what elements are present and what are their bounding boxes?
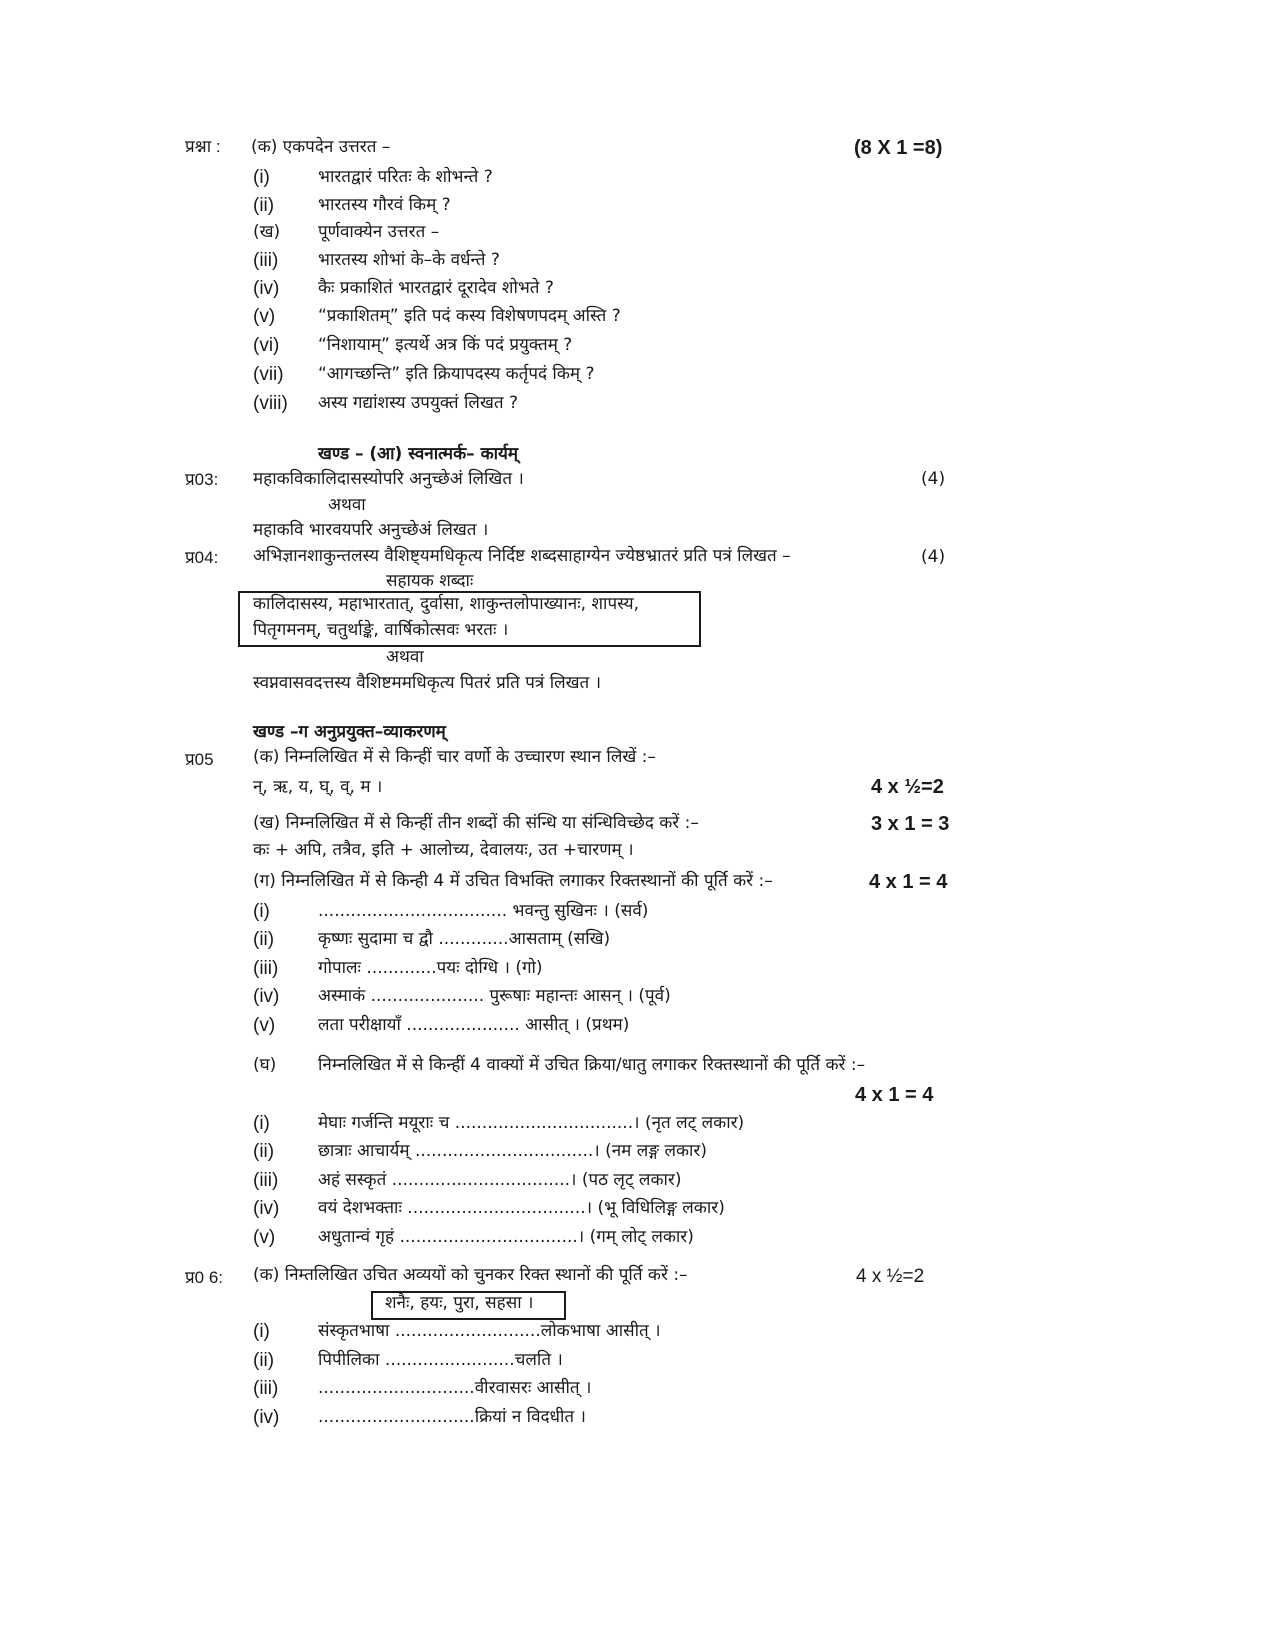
item-number: (vi) (253, 335, 280, 356)
helper-words-line: पितृगमनम्, चतुर्थाङ्के, वार्षिकोत्सवः भरतः । (253, 620, 509, 640)
item-number: (vii) (253, 364, 284, 385)
item-text: अहं सस्कृतं .................................। (पठ लृट् लकार) (318, 1170, 682, 1190)
item-text: अस्य गद्यांशस्य उपयुक्तं लिखत ? (318, 393, 518, 413)
item-text: “प्रकाशितम्” इति पदं कस्य विशेषणपदम् अस्ति ? (318, 306, 621, 326)
question-label: प्र03: (185, 470, 219, 489)
item-number: (v) (253, 306, 276, 327)
q6-marks: 4 x ½=2 (856, 1266, 925, 1287)
item-number: (viii) (253, 393, 288, 414)
item-number: (i) (253, 901, 270, 922)
item-number: (iii) (253, 1170, 279, 1191)
item-number: (ख) (253, 222, 281, 242)
item-number: (iv) (253, 1407, 280, 1428)
item-text: “आगच्छन्ति” इति क्रियापदस्य कर्तृपदं किम् ? (318, 364, 595, 384)
item-number: (i) (253, 1113, 270, 1134)
item-number: (i) (253, 167, 270, 188)
q5-kha-items: कः + अपि, तत्रैव, इति + आलोच्य, देवालयः, उत +चारणम् । (253, 840, 634, 860)
item-text: .............................वीरवासरः आसीत् । (318, 1378, 592, 1398)
item-text: भारतद्वारं परितः के शोभन्ते ? (318, 167, 493, 187)
q3-text: महाकविकालिदासस्योपरि अनुच्छेअं लिखित । (253, 469, 524, 489)
item-number: (ii) (253, 1350, 275, 1371)
item-number: (i) (253, 1321, 270, 1342)
q6-ka-heading: (क) निम्तलिखित उचित अव्ययों को चुनकर रिक्त स्थानों की पूर्ति करें :– (253, 1265, 688, 1285)
q5-kha-marks: 3 x 1 = 3 (871, 813, 950, 835)
q1-ka-heading: (क) एकपदेन उत्तरत – (251, 137, 391, 157)
item-text: मेघाः गर्जन्ति मयूराः च .................................। (नृत लट् लकार) (318, 1113, 745, 1133)
item-number: (ii) (253, 929, 275, 950)
q4-text: अभिज्ञानशाकुन्तलस्य वैशिष्ट्यमधिकृत्य निर्दिष्ट शब्दसाहाग्येन ज्येष्ठभ्रातरं प्रति पत्रं लिखत – (253, 546, 791, 566)
item-text: पूर्णवाक्येन उत्तरत – (318, 222, 440, 242)
section-heading: खण्ड –ग अनुप्रयुक्त–व्याकरणम् (253, 722, 446, 742)
item-text: छात्राः आचार्यम् .................................। (नम लङ्ग लकार) (318, 1141, 708, 1161)
q5-ga-heading: (ग) निम्नलिखित में से किन्ही 4 में उचित विभक्ति लगाकर रिक्तस्थानों की पूर्ति करें :– (253, 871, 773, 891)
item-text: “निशायाम्” इत्यर्थे अत्र किं पदं प्रयुक्तम् ? (318, 335, 573, 355)
item-number: (iv) (253, 278, 280, 299)
section-heading: खण्ड – (आ) स्वनात्मर्क– कार्यम् (318, 444, 519, 464)
item-number: (iii) (253, 250, 279, 271)
q5-kha-heading: (ख) निम्नलिखित में से किन्हीं तीन शब्दों की संन्धि या संन्धिविच्छेद करें :– (253, 813, 699, 833)
question-label: प्र05 (185, 750, 214, 769)
question-label: प्र0 6: (185, 1268, 224, 1287)
item-text: भारतस्य गौरवं किम् ? (318, 195, 451, 215)
q4-alt-text: स्वप्नवासवदत्तस्य वैशिष्टममधिकृत्य पितरं प्रति पत्रं लिखत । (253, 673, 602, 693)
item-text: पिपीलिका ........................चलति । (318, 1350, 563, 1370)
item-text: अधुतान्वं गृहं .................................। (गम् लोट् लकार) (318, 1227, 694, 1247)
item-number: (ii) (253, 1141, 275, 1162)
helper-words-title: सहायक शब्दाः (386, 571, 474, 591)
q5-gha-marks: 4 x 1 = 4 (855, 1084, 934, 1106)
item-text: संस्कृतभाषा ...........................लोकभाषा आसीत् । (318, 1321, 661, 1341)
item-text: ................................... भवन्तु सुखिनः । (सर्व) (318, 901, 649, 921)
question-label: प्रश्ना : (185, 137, 221, 156)
item-text: भारतस्य शोभां के–के वर्धन्ते ? (318, 250, 500, 270)
q3-marks: (4) (921, 469, 946, 489)
q5-ka-marks: 4 x ½=2 (871, 776, 944, 798)
q5-gha-heading: निम्नलिखित में से किन्हीं 4 वाक्यों में उचित क्रिया/धातु लगाकर रिक्तस्थानों की पूर्ति करें :– (318, 1055, 866, 1075)
item-text: लता परीक्षायाँ ..................... आसीत् । (प्रथम) (318, 1015, 630, 1035)
item-number: (ii) (253, 195, 275, 216)
item-number: (v) (253, 1015, 276, 1036)
or-text: अथवा (328, 495, 366, 515)
q4-marks: (4) (921, 547, 946, 567)
item-number: (v) (253, 1227, 276, 1248)
item-text: गोपालः .............पयः दोग्धि । (गो) (318, 958, 543, 978)
q5-ka-heading: (क) निम्नलिखित में से किन्हीं चार वर्णो के उच्चारण स्थान लिखें :– (253, 747, 656, 767)
item-text: .............................क्रियां न विदधीत । (318, 1407, 586, 1427)
q3-alt-text: महाकवि भारवयपरि अनुच्छेअं लिखत । (253, 520, 489, 540)
q5-ka-items: न्, ऋ, य, घ्, व्, म । (253, 777, 383, 797)
or-text: अथवा (386, 647, 424, 667)
item-text: कृष्णः सुदामा च द्वौ .............आसताम् (सखि) (318, 929, 611, 949)
item-text: वयं देशभक्ताः .................................। (भू विधिलिङ्ग लकार) (318, 1198, 725, 1218)
item-text: अस्माकं ..................... पुरूषाः महान्तः आसन् । (पूर्व) (318, 986, 671, 1006)
helper-words-line: कालिदासस्य, महाभारतात्, दुर्वासा, शाकुन्तलोपाख्यानः, शापस्य, (253, 594, 639, 614)
item-number: (iii) (253, 958, 279, 979)
q5-gha-label: (घ) (253, 1055, 277, 1075)
q5-ga-marks: 4 x 1 = 4 (869, 871, 948, 893)
q1-marks: (8 X 1 =8) (854, 137, 943, 159)
question-label: प्र04: (185, 548, 219, 567)
word-choices: शनैः, हयः, पुरा, सहसा । (385, 1293, 534, 1313)
item-text: कैः प्रकाशितं भारतद्वारं दूरादेव शोभते ? (318, 278, 554, 298)
item-number: (iv) (253, 986, 280, 1007)
item-number: (iii) (253, 1378, 279, 1399)
item-number: (iv) (253, 1198, 280, 1219)
